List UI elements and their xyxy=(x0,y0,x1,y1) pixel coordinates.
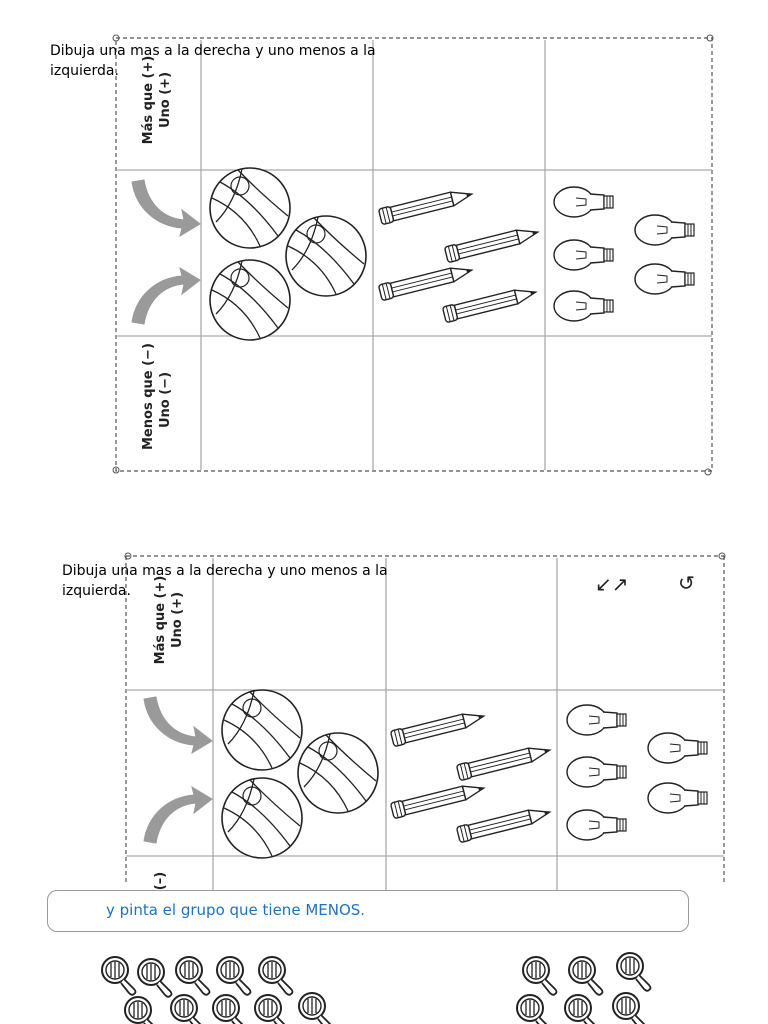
curved-arrow-down-icon xyxy=(132,180,200,236)
magnifier-group-left xyxy=(102,957,333,1024)
pencil-icon xyxy=(378,262,475,301)
light-bulb-icon xyxy=(567,705,626,735)
pencil-icon xyxy=(456,742,553,781)
light-bulb-icon xyxy=(648,783,707,813)
magnifying-glass-icon xyxy=(176,957,210,995)
magnifying-glass-icon xyxy=(299,993,333,1024)
expand-icon[interactable]: ↙↗ xyxy=(595,572,629,596)
instruction-text: Dibuja una mas a la derecha y uno menos a la izquierda. xyxy=(62,563,388,599)
row-label-line2: Uno (+) xyxy=(170,591,185,649)
magnifying-glass-icon xyxy=(217,957,251,995)
magnifying-glass-icon xyxy=(523,957,557,995)
instruction-banner xyxy=(47,890,689,932)
light-bulb-icon xyxy=(567,810,626,840)
pencil-icon xyxy=(444,224,541,263)
light-bulb-icon xyxy=(648,733,707,763)
magnifying-glass-icon xyxy=(565,995,599,1024)
magnifying-glass-icon xyxy=(259,957,293,995)
magnifying-glass-icon xyxy=(102,957,136,995)
beach-ball-icon xyxy=(298,733,378,813)
beach-ball-icon xyxy=(222,690,302,770)
pencil-icon xyxy=(390,708,487,747)
light-bulb-icon xyxy=(567,757,626,787)
magnifying-glass-icon xyxy=(613,993,647,1024)
light-bulb-icon xyxy=(635,215,694,245)
beach-ball-icon xyxy=(286,216,366,296)
magnifying-glass-icon xyxy=(138,959,172,997)
light-bulb-icon xyxy=(554,240,613,270)
magnifying-glass-icon xyxy=(517,995,551,1024)
instruction-text: Dibuja una mas a la derecha y uno menos a la izquierda. xyxy=(50,43,376,79)
light-bulb-icon xyxy=(554,187,613,217)
pencil-icon xyxy=(442,284,539,323)
rotate-icon[interactable]: ↺ xyxy=(678,571,695,595)
light-bulb-icon xyxy=(635,264,694,294)
magnifying-glass-icon xyxy=(255,995,289,1024)
banner-text: y pinta el grupo que tiene MENOS. xyxy=(106,901,366,919)
row-label-less-than xyxy=(140,343,174,450)
light-bulb-icon xyxy=(554,291,613,321)
row-label-partial: (–) xyxy=(153,871,168,891)
row-label-line2: Uno (−) xyxy=(158,371,173,429)
row-label-line1: Menos que (−) xyxy=(141,343,156,450)
beach-ball-icon xyxy=(210,168,290,248)
row-label-line2: Uno (+) xyxy=(158,71,173,129)
row-label-line1: Más que (+) xyxy=(153,575,168,665)
magnifying-glass-icon xyxy=(125,997,159,1024)
row-label-line1: Más que (+) xyxy=(141,55,156,145)
pencil-icon xyxy=(390,780,487,819)
beach-ball-icon xyxy=(222,778,302,858)
row-label-less-than xyxy=(152,870,169,892)
magnifying-glass-icon xyxy=(617,953,651,991)
curved-arrow-up-icon xyxy=(144,787,212,843)
magnifier-groups xyxy=(0,932,768,1024)
beach-ball-icon xyxy=(210,260,290,340)
curved-arrow-up-icon xyxy=(132,268,200,324)
magnifying-glass-icon xyxy=(171,995,205,1024)
curved-arrow-down-icon xyxy=(144,697,212,753)
pencil-icon xyxy=(456,804,553,843)
magnifying-glass-icon xyxy=(569,957,603,995)
magnifier-group-right xyxy=(517,953,651,1024)
pencil-icon xyxy=(378,186,475,225)
magnifying-glass-icon xyxy=(213,995,247,1024)
